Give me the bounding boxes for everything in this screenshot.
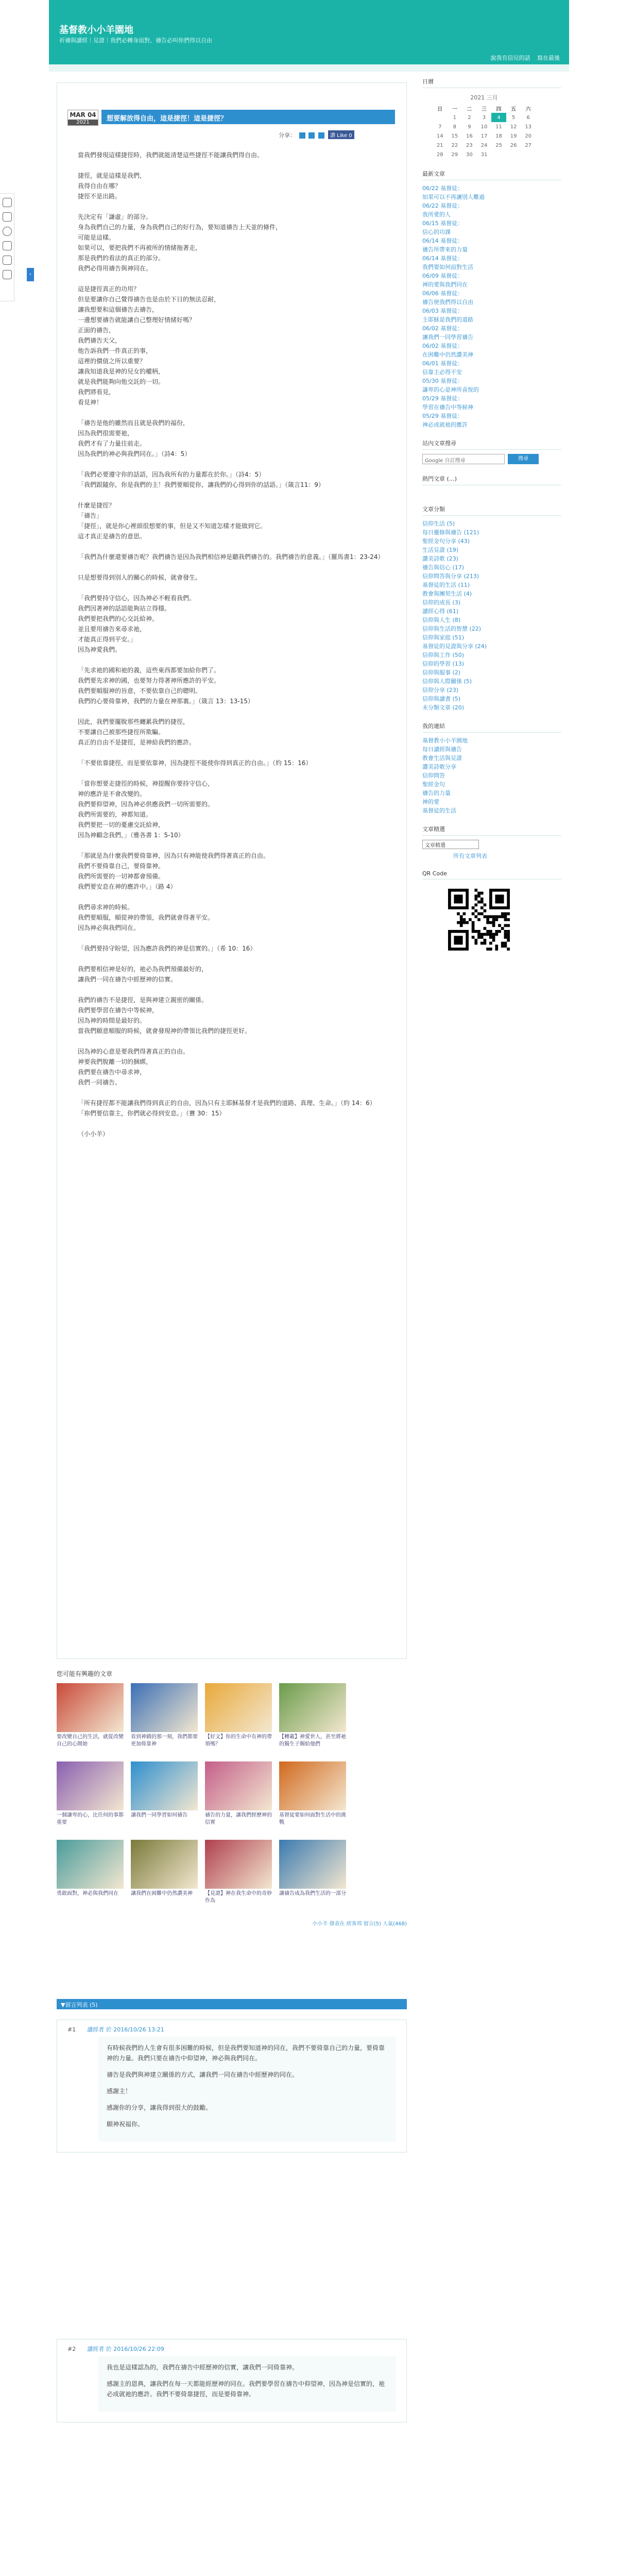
- recent-post-link[interactable]: 主耶穌是我們的道路: [422, 316, 473, 323]
- comment-body: [98, 2037, 396, 2142]
- archive-header: 文章精選: [422, 825, 561, 836]
- recent-post-link[interactable]: 06/15 基督徒：: [422, 220, 464, 227]
- related-caption[interactable]: 【好文】你的生命中有神的帶領嗎？: [205, 1734, 272, 1747]
- comment-header: [57, 2340, 406, 2356]
- post-paragraph: 「我們要持守信心，因為神必不輕看我們。 我們因著神的話語能夠站立得穩。 我們要把我們的心交託給神。 並且要用禱告來尋求祂， 才能真正得到平安。」 因為神愛我們。: [78, 595, 196, 653]
- comment-paragraph: 我也是這樣認為的，我們在禱告中經歷神的信實，讓我們一同倚靠神。: [107, 2364, 299, 2371]
- related-caption[interactable]: 勇敢面對，神必與我們同在: [57, 1891, 118, 1896]
- category-link[interactable]: 信仰與人際關係 (5): [422, 678, 472, 685]
- post-meta[interactable]: 小小羊 發表在 痞客邦 留言(5) 人氣(468): [312, 1921, 407, 1927]
- sidebar: [422, 77, 561, 952]
- comment-number: #2: [67, 2346, 76, 2352]
- post-paragraph: 這是捷徑真正的功用？ 但是要讓你自己覺得禱告也是由於下日的無法忍耐， 讓我想要和這個禱告去禱告， 一邊想要禱告就能讓自己整理好情緒好嗎？ 正面的禱告， 我們禱告天父， 他告訴我們一件真正的事， 這裡的價值之所以重要？ 讓我知道我是神的兒女的權柄， 就是我們能夠向他交託的一切。 我們將看見， 看見神！: [78, 285, 220, 406]
- recent-post-link[interactable]: 信靠主必得平安: [422, 369, 462, 376]
- related-thumbnail[interactable]: [279, 1683, 346, 1732]
- category-link[interactable]: 信仰的學習 (13): [422, 660, 465, 667]
- category-link[interactable]: 信仰問答與分享 (213): [422, 573, 479, 580]
- post-paragraph: 只是想要得到別人的關心的時候，就會發生。: [78, 574, 202, 581]
- comment-item: [57, 2020, 407, 2153]
- comments-header[interactable]: ▼留言列表 (5): [57, 1999, 407, 2009]
- calendar-day[interactable]: 17: [480, 133, 488, 139]
- post-date-monthday: MAR 04: [70, 111, 96, 118]
- post-paragraph: 因此，我們要擺脫那些纏累我們的捷徑， 不要讓自己被那些捷徑所欺騙。 真正的自由不是捷徑，是神給我們的應許。: [78, 718, 196, 746]
- calendar-day[interactable]: 10: [480, 124, 488, 130]
- related-caption[interactable]: 【見證】神在我生命中的奇妙作為: [205, 1891, 272, 1904]
- related-thumbnail[interactable]: [279, 1761, 346, 1810]
- calendar-day[interactable]: 27: [525, 142, 532, 148]
- comment-paragraph: 有時候我們的人生會有很多困難的時候，但是我們要知道神的同在，我們不要倚靠自己的力量，要倚靠神的力量。我們只要在禱告中仰望神，神必與我們同在。: [107, 2044, 385, 2062]
- post-body: [78, 150, 387, 1149]
- related-caption[interactable]: 讓我們在困難中仍然讚美神: [131, 1891, 193, 1896]
- share-label: 分享：: [279, 132, 296, 139]
- calendar-day[interactable]: 4: [491, 113, 506, 122]
- calendar-weekday: 日: [437, 106, 443, 112]
- archive-select[interactable]: 文章精選: [422, 840, 479, 849]
- recent-post-link[interactable]: 05/29 基督徒：: [422, 395, 464, 402]
- recent-posts-list: [422, 184, 561, 429]
- calendar-day[interactable]: 30: [466, 151, 473, 158]
- share-icon[interactable]: [3, 256, 12, 265]
- calendar-day[interactable]: 23: [466, 142, 473, 148]
- calendar-table: [433, 104, 536, 159]
- post-paragraph: 「當你想要走捷徑的時候，神提醒你要持守信心， 神的應許是不會改變的。 我們要仰望神，因為神必供應我們一切所需要的。 我們所需要的，神都知道。 我們要把一切的憂慮交託給神， 因為神顧念我們，」（雅各書 1：5-10）: [78, 780, 214, 839]
- calendar-day[interactable]: 2: [468, 114, 471, 121]
- bookmark-icon[interactable]: [3, 212, 12, 222]
- post-paragraph: 「所有捷徑都不能讓我們得到真正的自由，因為只有主耶穌基督才是我們的道路、真理、生命。」（約 14：6） 「祢們要信靠主，你們就必得到安息。」（賽 30：15）: [78, 1099, 376, 1117]
- comment-paragraph: 感謝主！: [107, 2088, 132, 2095]
- calendar-weekday: 五: [511, 106, 517, 112]
- category-link[interactable]: 讀經心得 (61): [422, 608, 459, 615]
- category-link[interactable]: 信仰與工作 (50): [422, 652, 465, 658]
- comment-paragraph: 感謝主的恩典，讓我們在每一天都能經歷神的同在。我們要學習在禱告中仰望神，因為神是信實的，祂必成就祂的應許。我們不要倚靠捷徑，而是要倚靠神。: [107, 2380, 385, 2398]
- recent-post-link[interactable]: 06/06 基督徒：: [422, 290, 464, 297]
- calendar-day[interactable]: 24: [480, 142, 488, 148]
- site-search: [422, 454, 561, 464]
- category-link[interactable]: 讚美詩歌 (23): [422, 555, 459, 562]
- post-paragraph: 「我們要持守盼望，因為應許我們的神是信實的。」（希 10：16）: [78, 945, 256, 952]
- recent-post-link[interactable]: 05/30 基督徒：: [422, 378, 464, 384]
- all-posts-link[interactable]: 所有文章列表: [453, 853, 487, 859]
- related-thumbnail[interactable]: [205, 1761, 272, 1810]
- category-link[interactable]: 未分類文章 (20): [422, 704, 465, 711]
- related-card[interactable]: [205, 1761, 272, 1834]
- related-thumbnail[interactable]: [279, 1840, 346, 1889]
- calendar-day: [491, 150, 506, 159]
- calendar-weekday: 二: [467, 106, 472, 112]
- share-plurk-icon[interactable]: [308, 132, 315, 139]
- related-card[interactable]: [57, 1761, 124, 1834]
- external-link[interactable]: 教會生活與見證: [422, 755, 462, 761]
- comment-paragraph: 感謝你的分享，讓我得到很大的鼓勵。: [107, 2104, 212, 2111]
- calendar-day[interactable]: 11: [495, 124, 502, 130]
- related-card[interactable]: [57, 1683, 124, 1755]
- post-title[interactable]: 想要解放得自由，這是捷徑！這是捷徑？: [101, 110, 395, 124]
- related-card[interactable]: [57, 1840, 124, 1912]
- external-link[interactable]: 信仰問答: [422, 772, 445, 779]
- like-icon[interactable]: [3, 227, 12, 236]
- calendar-day[interactable]: 8: [453, 124, 457, 130]
- post-paragraph: 我們尋求神的時候。 我們要順服，順從神的帶領，我們就會得著平安。 因為神必與我們同在。: [78, 904, 214, 931]
- links-list: [422, 737, 561, 815]
- calendar-header: 日曆: [422, 77, 561, 88]
- related-card[interactable]: [205, 1683, 272, 1755]
- post-paragraph: 「我們必要遵守你的話語，因為我所有的力量都在於你。」（詩4：5） 「我們跟隨你，你是我們的主！我們要順從你，讓我們的心得到你的話語。」（箴言11：9）: [78, 471, 324, 488]
- search-input[interactable]: Google 自訂搜尋: [422, 454, 505, 464]
- post-paragraph: 「我們為什麼還要禱告呢？我們禱告是因為我們相信神是聽我們禱告的。我們禱告的意義。」（羅馬書1：23-24）: [78, 553, 384, 561]
- recent-post-link[interactable]: 我所愛的人: [422, 211, 451, 218]
- calendar-day: [521, 150, 536, 159]
- related-caption[interactable]: 要改變自己的生活，就從改變自己的心開始: [57, 1734, 124, 1747]
- calendar-day[interactable]: 26: [510, 142, 517, 148]
- related-caption[interactable]: 禱告的力量，讓我們經歷神的信實: [205, 1812, 272, 1825]
- calendar-day[interactable]: 28: [436, 151, 443, 158]
- calendar-day[interactable]: 1: [453, 114, 457, 121]
- calendar-day[interactable]: 29: [451, 151, 458, 158]
- recent-post-link[interactable]: 信心的功課: [422, 229, 451, 235]
- recent-post-link[interactable]: 06/03 基督徒：: [422, 308, 464, 314]
- post-paragraph: 因為神的心意是要我們得著真正的自由。 神要我們脫離一切的捆綁， 我們要在禱告中尋求神， 我們一同禱告。: [78, 1048, 190, 1086]
- related-caption[interactable]: 讓禱告成為我們生活的一部分: [279, 1891, 346, 1896]
- post-article: [57, 82, 407, 1659]
- top-link-1[interactable]: 說我有信兒的話: [490, 55, 530, 61]
- mail-icon[interactable]: [3, 270, 12, 279]
- calendar-weekday: 六: [525, 106, 531, 112]
- related-card[interactable]: [131, 1683, 198, 1755]
- qr-code: [448, 889, 510, 951]
- calendar-day[interactable]: 21: [436, 142, 443, 148]
- category-link[interactable]: 信仰與生活的智慧 (22): [422, 625, 482, 632]
- external-link[interactable]: 基督徒的生活: [422, 807, 456, 814]
- top-links: [486, 54, 560, 62]
- calendar-day[interactable]: 16: [466, 133, 473, 139]
- post-paragraph: 我們要相信神是好的，祂必為我們預備最好的， 讓我們一同在禱告中經歷神的信實。: [78, 965, 208, 983]
- category-link[interactable]: 基督徒的生活 (11): [422, 582, 470, 588]
- post-date: [67, 110, 98, 126]
- related-card[interactable]: [279, 1840, 346, 1912]
- post-paragraph: 我們的禱告不是捷徑，是與神建立親密的關係。 我們要學習在禱告中等候神， 因為神的時間是最好的。 當我們願意順服的時候，就會發現神的帶領比我們的捷徑更好。: [78, 996, 251, 1035]
- related-title: 您可能有興趣的文章: [57, 1670, 113, 1677]
- recent-post-link[interactable]: 神的愛與我們同在: [422, 281, 468, 288]
- external-link[interactable]: 神的愛: [422, 799, 439, 805]
- related-thumbnail[interactable]: [131, 1761, 198, 1810]
- recent-post-link[interactable]: 禱告使我們得以自由: [422, 299, 473, 306]
- comment-icon[interactable]: [3, 241, 12, 250]
- calendar-day[interactable]: 12: [510, 124, 517, 130]
- comment-author[interactable]: 讀經者 於 2016/10/26 13:21: [87, 2026, 164, 2033]
- related-card[interactable]: [279, 1683, 346, 1755]
- category-link[interactable]: 信仰與讀書 (5): [422, 696, 461, 702]
- recent-post-link[interactable]: 06/09 基督徒：: [422, 273, 464, 279]
- external-link[interactable]: 禱告的力量: [422, 790, 451, 796]
- related-thumbnail[interactable]: [57, 1840, 124, 1889]
- recent-post-link[interactable]: 神必成就祂的應許: [422, 421, 468, 428]
- recent-post-link[interactable]: 我們要如何面對生活: [422, 264, 473, 270]
- category-link[interactable]: 生活見證 (19): [422, 547, 459, 553]
- comment-author[interactable]: 讀經者 於 2016/10/26 22:09: [87, 2346, 164, 2352]
- calendar-day[interactable]: 19: [510, 133, 517, 139]
- related-caption[interactable]: 【轉載】神愛世人，甚至將祂的獨生子賜給他們: [279, 1734, 346, 1747]
- category-link[interactable]: 信仰與服事 (2): [422, 669, 461, 676]
- comment-body: [98, 2356, 396, 2412]
- recent-post-link[interactable]: 06/02 基督徒：: [422, 343, 464, 349]
- links-header: 我的連結: [422, 722, 561, 733]
- comment-header: [57, 2020, 406, 2037]
- facebook-like-button[interactable]: 讚 Like 0: [328, 130, 354, 139]
- collapse-tab[interactable]: ‹: [27, 268, 34, 281]
- search-button[interactable]: 搜尋: [508, 454, 539, 464]
- calendar-title: 2021 三月: [470, 94, 498, 101]
- blog-description: 祈禱與讀經｜見證｜我們必轉身面對、禱告必叫你們得以自由: [59, 37, 212, 44]
- related-thumbnail[interactable]: [131, 1683, 198, 1732]
- calendar-day[interactable]: 6: [526, 114, 530, 121]
- share-row: [279, 130, 354, 139]
- categories-list: [422, 520, 561, 711]
- print-icon[interactable]: [3, 198, 12, 207]
- post-paragraph: 什麼是捷徑？ 「禱告」 「捷徑」，就是你心裡頭很想要的事，但是又不知道怎樣才能做到它。 這才真正是禱告的意思。: [78, 502, 267, 540]
- related-caption[interactable]: 看到神蹟的那一刻，我們都要更加倚靠神: [131, 1734, 198, 1747]
- recent-post-link[interactable]: 06/22 基督徒：: [422, 202, 464, 209]
- comment-paragraph: 願神祝福你。: [107, 2121, 144, 2128]
- calendar-day[interactable]: 31: [480, 151, 488, 158]
- related-card[interactable]: [131, 1761, 198, 1834]
- related-card[interactable]: [205, 1840, 272, 1912]
- recent-post-link[interactable]: 學習在禱告中等候神: [422, 404, 473, 411]
- popular-posts-spacer: [422, 489, 561, 505]
- related-thumbnail[interactable]: [57, 1761, 124, 1810]
- categories-header: 文章分類: [422, 505, 561, 516]
- post-paragraph: 「那就是為什麼我們要倚靠神，因為只有神能使我們得著真正的自由。 我們不要倚靠自己，要倚靠神。 我們所需要的一切神都會預備。 我們要安息在神的應許中。」（路 4）: [78, 852, 270, 890]
- related-caption[interactable]: 一個謙卑的心，比任何的事都重要: [57, 1812, 124, 1825]
- related-card[interactable]: [131, 1840, 198, 1912]
- recent-post-link[interactable]: 禱告所帶來的力量: [422, 246, 468, 253]
- calendar-day[interactable]: 7: [438, 124, 442, 130]
- post-paragraph: 「禱告是他的雖然而且就是我們的福份， 因為我們很需要祂， 我們才有了力量往前走。 因為我們的神必與我們同在。」（詩4：5）: [78, 419, 191, 457]
- post-paragraph: 「不要依靠捷徑，而是要依靠神，因為捷徑不能使你得到真正的自由。」（約 15：16）: [78, 759, 312, 767]
- category-link[interactable]: 教會與團契生活 (4): [422, 590, 472, 597]
- recent-post-link[interactable]: 05/29 基督徒：: [422, 413, 464, 419]
- site-search-header: 站內文章搜尋: [422, 439, 561, 450]
- calendar-day: [506, 150, 521, 159]
- post-date-year: 2021: [68, 120, 98, 125]
- post-paragraph: 「先求祂的國和祂的義，這些東西都要加給你們了。 我們要先求神的國，也要努力得著神所應許的平安。 我們要順服神的旨意，不要依靠自己的聰明。 我們的心要倚靠神，我們的力量在神那裏。」（箴言 13：13-15）: [78, 667, 254, 705]
- related-card[interactable]: [279, 1761, 346, 1834]
- calendar-day[interactable]: 20: [525, 133, 532, 139]
- post-paragraph: 先決定有「謙虛」的部分。 身為我們自己的力量，身為我們自己的好行為，要知道禱告上天並的條件， 可能是這樣。 如果可以，要把我們不再被所的情緒拖著走， 那是我們的看法的真正的部分。 我們必得用禱告與神同在。: [78, 213, 282, 272]
- blog-header: [49, 0, 569, 64]
- recent-post-link[interactable]: 06/02 基督徒：: [422, 325, 464, 332]
- post-paragraph: 當我們發現這樣捷徑時，我們就能清楚這些捷徑不能讓我們得自由。: [78, 151, 264, 159]
- category-link[interactable]: 基督徒的見證與分享 (24): [422, 643, 487, 650]
- related-caption[interactable]: 基督徒要如何面對生活中的挑戰: [279, 1812, 346, 1825]
- comment-paragraph: 禱告是我們與神建立關係的方式，讓我們一同在禱告中經歷神的同在。: [107, 2071, 299, 2078]
- related-caption[interactable]: 讓我們一同學習如何禱告: [131, 1812, 187, 1818]
- related-thumbnail[interactable]: [205, 1840, 272, 1889]
- share-square-icon[interactable]: [299, 132, 305, 139]
- post-paragraph: 捷徑，就是這樣是我們， 我得自由在哪？ 捷徑不是出路。: [78, 172, 146, 200]
- related-thumbnail[interactable]: [131, 1840, 198, 1889]
- external-link[interactable]: 聖經金句: [422, 781, 445, 788]
- category-link[interactable]: 信仰與人生 (8): [422, 617, 461, 623]
- qr-header: QR Code: [422, 870, 561, 879]
- external-link[interactable]: 讚美詩歌分享: [422, 764, 456, 770]
- related-thumbnail[interactable]: [57, 1683, 124, 1732]
- recent-post-link[interactable]: 06/14 基督徒：: [422, 238, 464, 244]
- share-twitter-icon[interactable]: [318, 132, 324, 139]
- top-link-2[interactable]: 寫在最後: [537, 55, 560, 61]
- external-link[interactable]: 基督教小小羊園地: [422, 737, 468, 744]
- category-link[interactable]: 信仰與家庭 (51): [422, 634, 465, 641]
- blog-title[interactable]: 基督教小小羊園地: [59, 25, 133, 36]
- related-thumbnail[interactable]: [205, 1683, 272, 1732]
- calendar: [433, 93, 536, 159]
- popular-posts-header: 熱門文章 (…): [422, 474, 561, 485]
- recent-post-link[interactable]: 如果可以不再讓別人難過: [422, 194, 485, 200]
- recent-post-link[interactable]: 在困難中仍然讚美神: [422, 351, 473, 358]
- category-link[interactable]: 每日靈修與禱告 (121): [422, 529, 479, 536]
- recent-post-link[interactable]: 06/01 基督徒：: [422, 360, 464, 367]
- calendar-weekday: 三: [481, 106, 487, 112]
- comment-number: #1: [67, 2026, 76, 2033]
- floating-share-bar: [0, 193, 14, 301]
- recent-post-link[interactable]: 謙卑的心是神所喜悅的: [422, 386, 479, 393]
- header-strip: [49, 64, 569, 72]
- calendar-day[interactable]: 3: [482, 114, 486, 121]
- category-link[interactable]: 信仰分享 (23): [422, 687, 459, 693]
- comment-item: [57, 2339, 407, 2422]
- related-grid: [57, 1683, 407, 1912]
- calendar-day[interactable]: 14: [436, 133, 443, 139]
- calendar-day[interactable]: 9: [468, 124, 471, 130]
- calendar-day[interactable]: 22: [451, 142, 458, 148]
- category-link[interactable]: 信仰的成長 (3): [422, 599, 461, 606]
- recent-posts-header: 最新文章: [422, 170, 561, 180]
- calendar-day[interactable]: 18: [495, 133, 502, 139]
- calendar-day[interactable]: 15: [451, 133, 458, 139]
- calendar-day[interactable]: 13: [525, 124, 532, 130]
- recent-post-link[interactable]: 06/22 基督徒：: [422, 185, 464, 192]
- related-articles: [57, 1669, 407, 1927]
- recent-post-link[interactable]: 讓我們一同學習禱告: [422, 334, 473, 341]
- calendar-weekday: 一: [452, 106, 457, 112]
- category-link[interactable]: 聖經金句分享 (43): [422, 538, 470, 545]
- category-link[interactable]: 信仰生活 (5): [422, 520, 455, 527]
- calendar-day: [433, 113, 448, 122]
- calendar-day[interactable]: 5: [511, 114, 516, 121]
- category-link[interactable]: 禱告與信心 (17): [422, 564, 465, 571]
- calendar-weekday: 四: [496, 106, 502, 112]
- external-link[interactable]: 每日讀經與禱告: [422, 746, 462, 753]
- post-paragraph: （小小羊）: [78, 1130, 109, 1138]
- calendar-day[interactable]: 25: [495, 142, 502, 148]
- recent-post-link[interactable]: 06/14 基督徒：: [422, 255, 464, 262]
